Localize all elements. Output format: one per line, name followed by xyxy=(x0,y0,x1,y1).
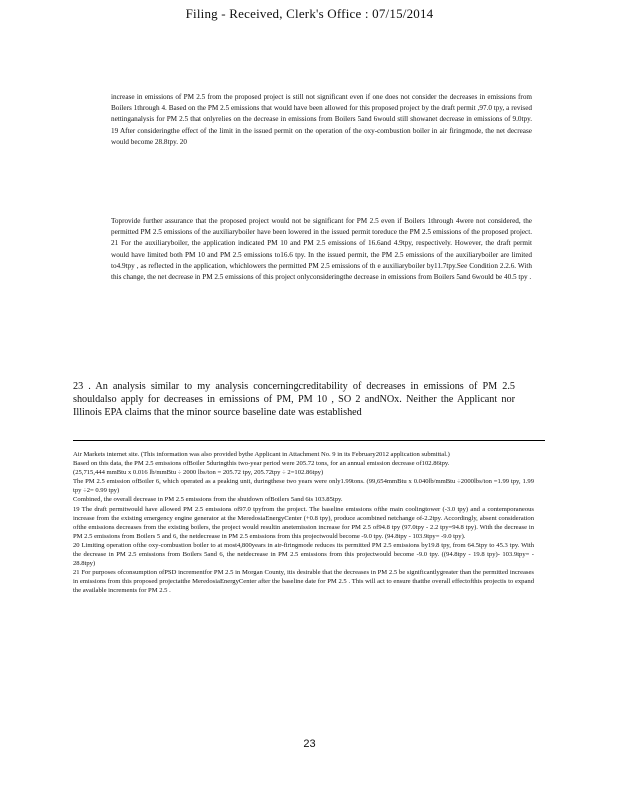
block-quote-2 xyxy=(111,216,532,283)
footnote-line: (25,715,444 mmBtu x 0.016 lb/mmBtu ÷ 2000 lbs/ton = 205.72 tpy, 205.72tpy ÷ 2=102.86tpy) xyxy=(73,469,324,477)
footnote-21: 21 For purposes ofconsumption ofPSD incrementfor PM 2.5 in Morgan County, itis desirable that the decreases in PM 2.5 be significantlygreater than the permitted increases in emissions from this proposed projectatthe MeredosiaEnergyCenter after the baseline date for PM 2.5 . This will act to ensure thatthe overall effectofthis projectis to expand the available increments for PM 2.5 . xyxy=(73,569,534,595)
page-number: 23 xyxy=(303,738,316,750)
footnotes-section xyxy=(73,450,534,596)
filing-header: Filing - Received, Clerk's Office : 07/15/2014 xyxy=(185,6,434,21)
footnote-line: Air Markets internet site. (This information was also provided bythe Applicant in Attachment No. 9 in its February2012 application submittal.) xyxy=(73,451,450,458)
quote-paragraph-1: increase in emissions of PM 2.5 from the proposed project is still not significant even if one does not consider the decreases in emissions from Boilers 1through 4. Based on the PM 2.5 emissions that would have been allowed for this proposed project by the draft permit ,97.0 tpy, a revised nettinganalysis for PM 2.5 that onlyrelies on the decrease in emissions from Boilers 5and 6would still showanet decrease in emissions of 9.0tpy. 19 After consideringthe effect of the limit in the issued permit on the operation of the oxy-combustion boiler in air firingmode, the net decrease would become 28.8tpy. 20 xyxy=(111,93,532,146)
footnote-line: Based on this data, the PM 2.5 emissions ofBoiler 5duringthis two-year period were 205.72 tons, for an annual emission decrease of102.86tpy. xyxy=(73,460,450,468)
block-quote-1 xyxy=(111,92,532,148)
footnote-line: The PM 2.5 emission ofBoiler 6, which operated as a peaking unit, duringthese two years were only1.99tons. (99,654mmBtu x 0.040lb/mmBtu ÷2000lbs/ton =1.99 tpy, 1.99 tpy ÷2= 0.99 tpy) xyxy=(73,478,534,495)
footnote-divider xyxy=(73,440,545,441)
footnote-19: 19 The draft permitwould have allowed PM 2.5 emissions of97.0 tpyfrom the project. The baseline emissions ofthe main coolingtower (-3.0 tpy) and a contemporaneous increase from the existing emergency engine generator at the MeredosiaEnergyCenter (+0.8 tpy), produce acombined netchange of-2.2tpy. Accordingly, absent consideration ofthe emissions decreases from the existing boilers, the project would resultin anetemission increase for PM 2.5 of94.8 tpy (97.0tpy - 2.2 tpy=94.8 tpy). With the decrease in PM 2.5 emissions from Boilers 5 and 6, the netdecrease in PM 2.5 emissions from this projectwould become -9.0 tpy. (94.8tpy - 103.9tpy= -9.0 tpy). xyxy=(73,505,534,540)
numbered-paragraph-23: 23 . An analysis similar to my analysis concerningcreditability of decreases in emissions of PM 2.5 shouldalso apply for decreases in emissions of PM, PM 10 , SO 2 andNOx. Neither the Applicant nor Illinois EPA claims that the minor source baseline date was established xyxy=(73,381,515,418)
quote-paragraph-2: Toprovide further assurance that the proposed project would not be significant for PM 2.5 even if Boilers 1through 4were not considered, the permitted PM 2.5 emissions of the auxiliaryboiler have been lowered in the issued permit toreduce the PM 2.5 emissions of the proposed project. 21 For the auxiliaryboiler, the application indicated PM 10 and PM 2.5 emissions of 16.6and 4.9tpy, respectively. However, the draft permit would have limited both PM 10 and PM 2.5 emissions to16.6 tpy. In the issued permit, the PM 2.5 emissions of the auxiliaryboiler are limited to4.9tpy , as reflected in the application, whichlowers the permitted PM 2.5 emissions of th e auxiliaryboiler by11.7tpy.See Condition 2.2.6. With this change, the net decrease in PM 2.5 emissions of this project onlyconsideringthe decrease in emissions from Boilers 5and 6would be 40.5 tpy . xyxy=(111,217,532,282)
footnote-20: 20 Limiting operation ofthe oxy-combustion boiler to at most4,800years in air-firingmode reduces its permitted PM 2.5 emissions by19.8 tpy, from 64.5tpy to 45.3 tpy. With the decrease in PM 2.5 emissions from Boilers 5and 6, the netdecrease in PM 2.5 emissions from this projectwould become -9.0 tpy. ((94.8tpy - 19.8 tpy)- 103.9tpy= - 28.8tpy) xyxy=(73,541,534,568)
footnote-line: Combined, the overall decrease in PM 2.5 emissions from the shutdown ofBoilers 5and 6is 103.85tpy. xyxy=(73,496,343,504)
